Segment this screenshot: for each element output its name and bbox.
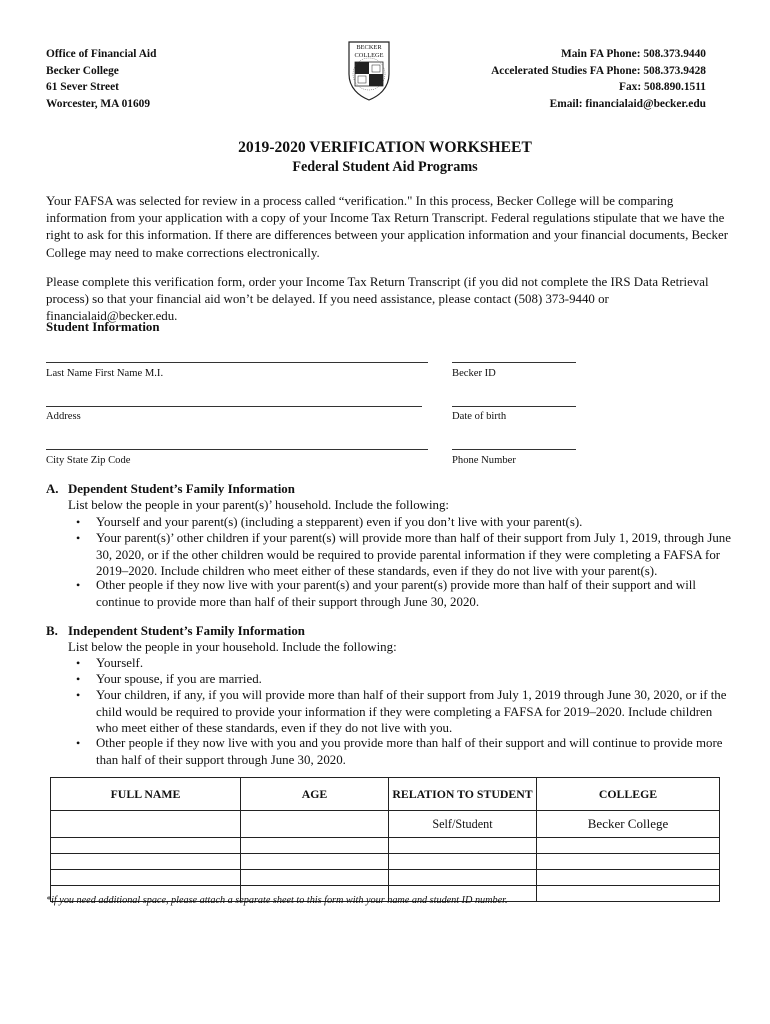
main-phone: Main FA Phone: 508.373.9440 bbox=[560, 48, 706, 60]
table-row bbox=[51, 870, 720, 886]
section-title: Independent Student’s Family Information bbox=[68, 624, 305, 638]
age-cell[interactable] bbox=[241, 870, 389, 886]
email: Email: financialaid@becker.edu bbox=[549, 97, 706, 110]
bullet-icon: • bbox=[76, 656, 81, 670]
instructions-paragraph: Please complete this verification form, order your Income Tax Return Transcript (if you did not complete the IRS Data Retrieval process) so that your financial aid won’t be delayed. If you need assistance, please contact (508) 373-9440 or financialaid@becker.edu. bbox=[46, 275, 709, 324]
contact-info bbox=[491, 46, 706, 112]
table-row bbox=[51, 854, 720, 870]
list-item: Your spouse, if you are married. bbox=[96, 672, 262, 686]
table-header-row bbox=[51, 778, 720, 811]
section-a-heading bbox=[46, 482, 295, 497]
list-item: Yourself and your parent(s) (including a stepparent) even if you don’t live with your parent(s). bbox=[96, 515, 583, 529]
dob-label: Date of birth bbox=[452, 411, 507, 422]
phone-field[interactable] bbox=[452, 449, 576, 450]
column-header-college: COLLEGE bbox=[537, 778, 720, 811]
bullet-icon: • bbox=[76, 531, 81, 545]
relation-cell[interactable] bbox=[389, 870, 537, 886]
column-header-age: AGE bbox=[241, 778, 389, 811]
relation-cell[interactable] bbox=[389, 838, 537, 854]
household-table bbox=[50, 777, 720, 902]
bullet-icon: • bbox=[76, 578, 81, 592]
city-field[interactable] bbox=[46, 449, 428, 450]
relation-cell[interactable] bbox=[389, 854, 537, 870]
address-line: Worcester, MA 01609 bbox=[46, 97, 151, 110]
student-info-heading: Student Information bbox=[46, 320, 160, 334]
college-cell[interactable] bbox=[537, 870, 720, 886]
footnote: *if you need additional space, please attach a separate sheet to this form with your name and student ID number. bbox=[46, 895, 508, 906]
full-name-cell[interactable] bbox=[51, 870, 241, 886]
page-title: 2019-2020 VERIFICATION WORKSHEET bbox=[238, 139, 532, 156]
office-address bbox=[46, 46, 156, 112]
phone-label: Phone Number bbox=[452, 455, 516, 466]
college-cell[interactable] bbox=[537, 886, 720, 902]
svg-text:COLLEGE: COLLEGE bbox=[354, 52, 384, 59]
becker-id-label: Becker ID bbox=[452, 368, 496, 379]
list-item: Your parent(s)’ other children if your parent(s) will provide more than half of their support from July 1, 2019, through June 30, 2020, or if the other children would be required to provide parental information if they were completing a FAFSA for 2019–2020. Include children who meet either of these standards, even if they do not live with your parent(s). bbox=[96, 531, 731, 578]
table-row bbox=[51, 838, 720, 854]
city-label: City State Zip Code bbox=[46, 455, 131, 466]
address-line: 61 Sever Street bbox=[46, 81, 119, 93]
page-subtitle: Federal Student Aid Programs bbox=[292, 159, 478, 175]
list-item: Other people if they now live with you and you provide more than half of their support and will continue to provide more than half of their support through June 30, 2020. bbox=[96, 736, 723, 767]
svg-text:BECKER: BECKER bbox=[356, 44, 382, 51]
college-cell[interactable] bbox=[537, 854, 720, 870]
accelerated-phone: Accelerated Studies FA Phone: 508.373.9428 bbox=[491, 64, 706, 77]
college-cell[interactable]: Becker College bbox=[537, 811, 720, 838]
section-b-intro: List below the people in your household. Include the following: bbox=[68, 640, 397, 654]
becker-college-seal-logo bbox=[345, 40, 393, 102]
column-header-relation: RELATION TO STUDENT bbox=[389, 778, 537, 811]
bullet-icon: • bbox=[76, 688, 81, 702]
dob-field[interactable] bbox=[452, 406, 576, 407]
list-item: Yourself. bbox=[96, 656, 144, 670]
becker-id-field[interactable] bbox=[452, 362, 576, 363]
bullet-icon: • bbox=[76, 515, 81, 529]
full-name-cell[interactable] bbox=[51, 838, 241, 854]
college-cell[interactable] bbox=[537, 838, 720, 854]
full-name-cell[interactable] bbox=[51, 811, 241, 838]
full-name-cell[interactable] bbox=[51, 854, 241, 870]
list-item: Your children, if any, if you will provide more than half of their support from July 1, 2019 through June 30, 2020, or if the child would be required to provide your information if they were completing a FAFSA for 2019–2020. Include children who meet either of these standards, even if they do not live with you. bbox=[96, 688, 727, 735]
address-line: Office of Financial Aid bbox=[46, 48, 157, 60]
age-cell[interactable] bbox=[241, 811, 389, 838]
section-letter: A. bbox=[46, 482, 59, 496]
relation-cell[interactable]: Self/Student bbox=[389, 811, 537, 838]
age-cell[interactable] bbox=[241, 854, 389, 870]
name-label: Last Name First Name M.I. bbox=[46, 368, 164, 379]
section-b-heading bbox=[46, 624, 305, 639]
address-line: Becker College bbox=[46, 64, 119, 77]
intro-paragraph: Your FAFSA was selected for review in a process called “verification." In this process, Becker College will be comparing information from your application with a copy of your Income Tax Return Transcript. Federal regulations stipulate that we have the right to ask for this information. If there are differences between your application information and your financial documents, Becker College may need to make corrections electronically. bbox=[46, 194, 729, 260]
list-item: Other people if they now live with your parent(s) and your parent(s) provide more than half of their support and will continue to provide more than half of their support through June 30, 2020. bbox=[96, 578, 696, 609]
bullet-icon: • bbox=[76, 672, 81, 686]
section-title: Dependent Student’s Family Information bbox=[68, 482, 295, 496]
address-label: Address bbox=[46, 411, 81, 422]
column-header-full-name: FULL NAME bbox=[51, 778, 241, 811]
section-letter: B. bbox=[46, 624, 58, 638]
age-cell[interactable] bbox=[241, 838, 389, 854]
address-field[interactable] bbox=[46, 406, 422, 407]
fax: Fax: 508.890.1511 bbox=[618, 81, 706, 93]
table-row bbox=[51, 811, 720, 838]
name-field[interactable] bbox=[46, 362, 428, 363]
section-a-intro: List below the people in your parent(s)’ household. Include the following: bbox=[68, 498, 450, 512]
bullet-icon: • bbox=[76, 736, 81, 750]
